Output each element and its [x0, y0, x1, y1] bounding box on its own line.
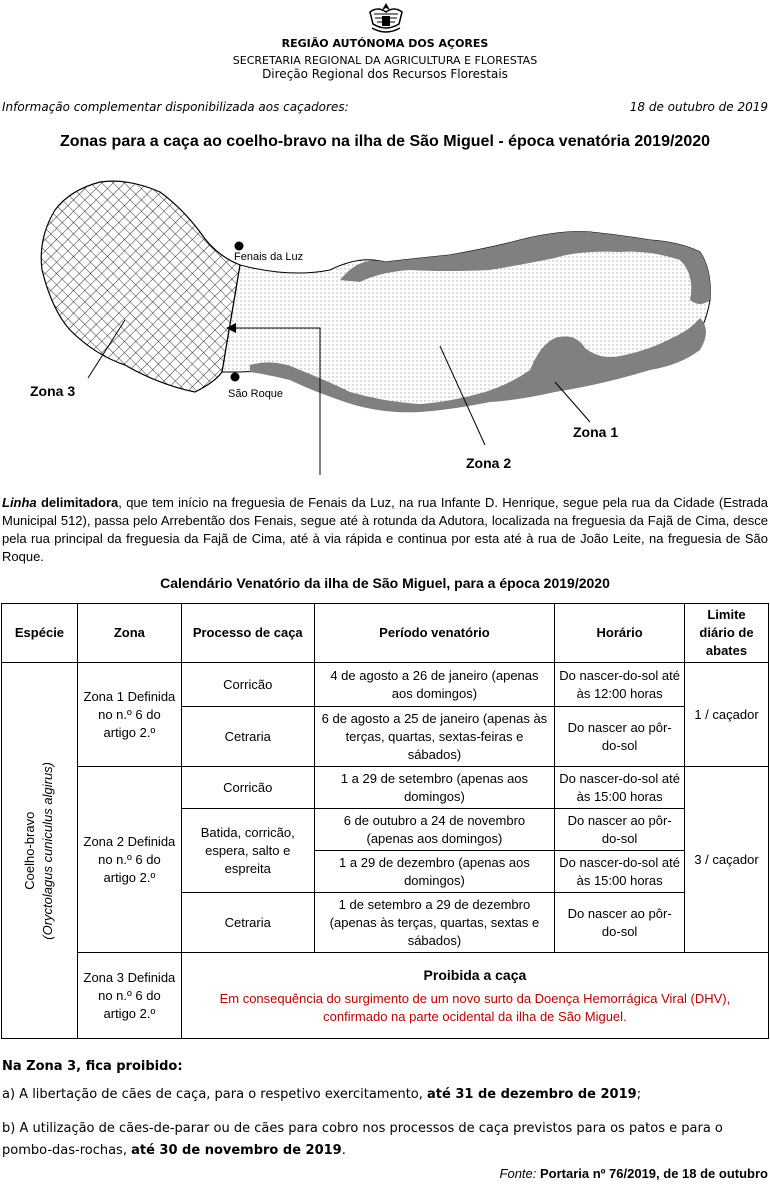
boundary-description: Linha delimitadora, que tem início na freguesia de Fenais da Luz, na rua Infante D. Henrique, segue pela rua da Cidade (Estrada Municipal 512), passa pelo Arrebentão dos Fenais, segue até à rotunda da Adutora, localizada na freguesia da Fajã de Cima, desce pela rua principal da freguesia da Fajã de Cima, até à via rápida e continua por esta até à rua de João Leite, na freguesia de São Roque.	[2, 495, 768, 564]
secretaria-heading: SECRETARIA REGIONAL DA AGRICULTURA E FLORESTAS	[232, 54, 538, 67]
map-label-sao-roque: São Roque	[228, 388, 284, 400]
zona2-cell: Zona 2 Definida no n.º 6 do artigo 2.º	[77, 767, 181, 953]
periodo-cell: 4 de agosto a 26 de janeiro (apenas aos domingos)	[314, 663, 555, 707]
rule-a: a) A libertação de cães de caça, para o respetivo exercitamento, até 31 de dezembro de 2019;	[2, 1087, 642, 1102]
periodo-cell: 1 a 29 de dezembro (apenas aos domingos)	[314, 851, 555, 893]
coat-of-arms-logo	[366, 2, 406, 36]
processo-cell: Corricão	[181, 767, 314, 809]
horario-cell: Do nascer-do-sol até às 15:00 horas	[555, 767, 685, 809]
prohibited-label: Proibida a caça	[423, 966, 527, 983]
source-note: Fonte: Portaria nº 76/2019, de 18 de outubro	[499, 1166, 768, 1181]
prohibited-cell	[181, 953, 768, 1039]
zona3-cell: Zona 3 Definida no n.º 6 do artigo 2.º	[77, 953, 181, 1039]
map-label-zona1: Zona 1	[573, 424, 619, 440]
horario-cell: Do nascer-do-sol até às 15:00 horas	[555, 851, 685, 893]
map-label-fenais: Fenais da Luz	[234, 251, 304, 263]
info-note: Informação complementar disponibilizada aos caçadores:	[2, 100, 349, 114]
processo-cell: Cetraria	[181, 893, 314, 953]
horario-cell: Do nascer-do-sol até às 12:00 horas	[555, 663, 685, 707]
direcao-heading: Direção Regional dos Recursos Florestais	[262, 67, 508, 81]
rule-b: b) A utilização de cães-de-parar ou de cães para cobro nos processos de caça previstos para os patos e para o pombo-das-rochas, até 30 de novembro de 2019.	[2, 1121, 723, 1158]
page-title: Zonas para a caça ao coelho-bravo na ilha de São Miguel - época venatória 2019/2020	[59, 133, 711, 150]
island-map	[0, 160, 770, 490]
map-label-zona3: Zona 3	[30, 383, 76, 399]
horario-cell: Do nascer ao pôr-do-sol	[555, 707, 685, 767]
map-label-zona2: Zona 2	[466, 455, 512, 471]
limit-cell: 3 / caçador	[685, 767, 769, 953]
prohibited-reason: Em consequência do surgimento de um novo surto da Doença Hemorrágica Viral (DHV), confirmado na parte ocidental da ilha de São Miguel.	[219, 990, 731, 1024]
header-horario: Horário	[555, 604, 685, 663]
header-limite: Limite diário de abates	[685, 604, 769, 663]
zona1-cell: Zona 1 Definida no n.º 6 do artigo 2.º	[77, 663, 181, 767]
horario-cell: Do nascer ao pôr-do-sol	[555, 809, 685, 851]
periodo-cell: 1 de setembro a 29 de dezembro (apenas às terças, quartas, sextas e sábados)	[314, 893, 555, 953]
header-periodo: Período venatório	[314, 604, 555, 663]
periodo-cell: 6 de outubro a 24 de novembro (apenas aos domingos)	[314, 809, 555, 851]
fenais-marker	[235, 242, 244, 251]
horario-cell: Do nascer ao pôr-do-sol	[555, 893, 685, 953]
document-date: 18 de outubro de 2019	[629, 100, 768, 114]
limit-cell: 1 / caçador	[685, 663, 769, 767]
calendar-title: Calendário Venatório da ilha de São Miguel, para a época 2019/2020	[160, 575, 610, 591]
species-cell: Coelho-bravo (Oryctolagus cuniculus algirus)	[2, 663, 78, 1039]
sao-roque-marker	[231, 373, 240, 382]
zone3-area	[41, 181, 240, 392]
header-processo: Processo de caça	[181, 604, 314, 663]
processo-cell: Cetraria	[181, 707, 314, 767]
header-especie: Espécie	[2, 604, 78, 663]
periodo-cell: 6 de agosto a 25 de janeiro (apenas às terças, quartas, sextas-feiras e sábados)	[314, 707, 555, 767]
processo-cell: Batida, corricão, espera, salto e espreita	[181, 809, 314, 893]
zone3-heading: Na Zona 3, fica proibido:	[2, 1059, 183, 1074]
header-zona: Zona	[77, 604, 181, 663]
periodo-cell: 1 a 29 de setembro (apenas aos domingos)	[314, 767, 555, 809]
processo-cell: Corricão	[181, 663, 314, 707]
calendar-table	[1, 603, 769, 1039]
region-heading: REGIÃO AUTÓNOMA DOS AÇORES	[281, 37, 489, 50]
